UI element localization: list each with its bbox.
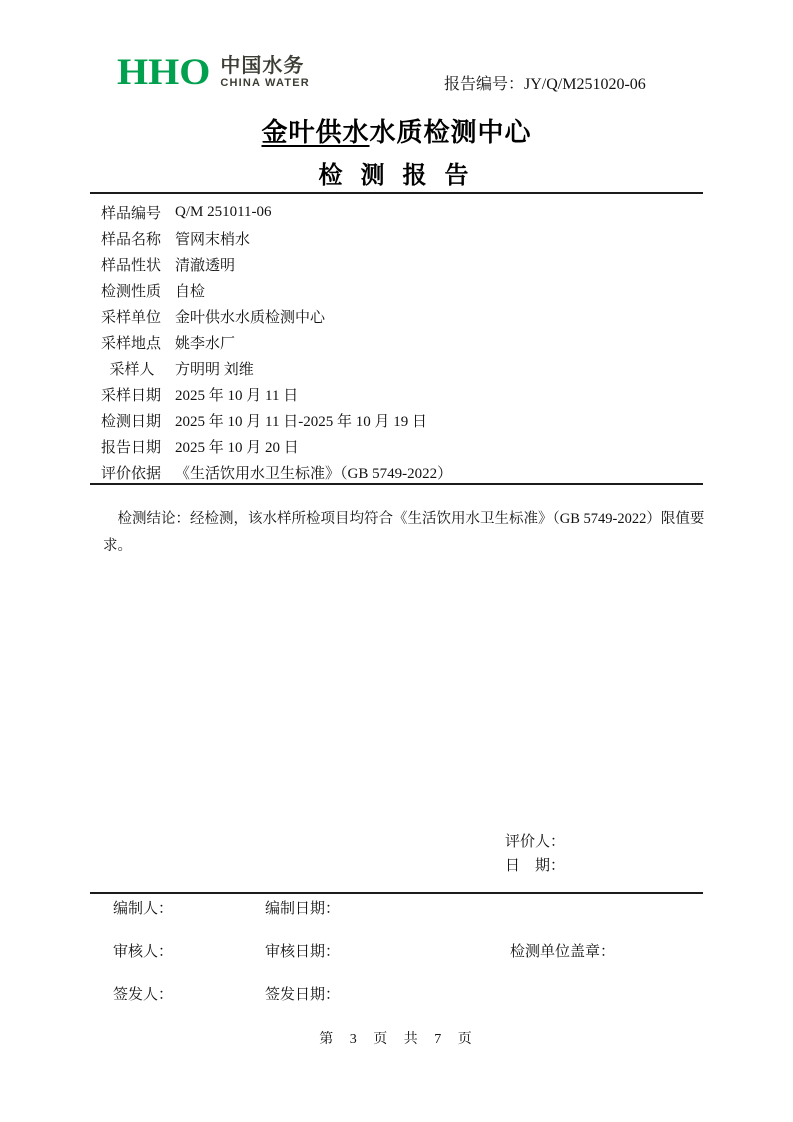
divider-line-top [90,192,703,194]
row-label: 采样日期 [101,387,162,404]
row-value: 金叶供水水质检测中心 [175,309,326,326]
table-row [101,277,701,303]
row-label: 采样地点 [101,335,162,352]
row-label: 评价依据 [101,465,162,482]
review-date-label: 审核日期： [265,944,341,960]
company-logo [117,52,310,92]
table-row [101,251,701,277]
unit-seal-label: 检测单位盖章： [510,944,616,960]
table-row [101,355,701,381]
table-row [101,303,701,329]
company-name-cn: 中国水务 [220,54,305,77]
row-value: 清澈透明 [175,257,236,274]
row-value: 管网末梢水 [175,231,251,248]
center-title-underlined: 金叶供水 [261,118,370,147]
issuer-label: 签发人： [113,987,174,1003]
row-label: 样品性状 [101,257,162,274]
row-value: 2025 年 10 月 20 日 [175,439,299,456]
row-value: 自检 [175,283,206,300]
table-row [101,459,701,485]
table-row [101,381,701,407]
evaluator-label: 评价人： [505,834,566,850]
row-label: 样品编号 [101,205,162,222]
report-number [444,71,646,94]
prepare-date-label: 编制日期： [265,901,341,917]
sample-info-table [101,199,701,485]
row-value: 姚李水厂 [175,335,236,352]
row-value: 2025 年 10 月 11 日-2025 年 10 月 19 日 [175,413,427,430]
divider-line-middle [90,483,703,485]
center-title-rest: 水质检测中心 [369,118,532,147]
row-label: 检测日期 [101,413,162,430]
row-value: 2025 年 10 月 11 日 [175,387,299,404]
conclusion-paragraph: 检测结论：经检测，该水样所检项目均符合《生活饮用水卫生标准》（GB 5749-2022）限值要求。 [103,511,705,554]
logo-wordmark [220,55,310,90]
table-row [101,433,701,459]
report-number-value: JY/Q/M251020-06 [524,76,646,93]
row-label: 报告日期 [101,439,162,456]
row-label: 检测性质 [101,283,162,300]
row-label: 样品名称 [101,231,162,248]
table-row [101,329,701,355]
divider-line-bottom [90,892,703,894]
issue-date-label: 签发日期： [265,987,341,1003]
table-row [101,225,701,251]
reviewer-label: 审核人： [113,944,174,960]
table-row [101,199,701,225]
page-number: 第 3 页 共 7 页 [319,1032,474,1047]
evaluator-block [505,830,565,878]
company-name-en: CHINA WATER [220,76,310,89]
center-title [0,112,793,149]
report-subtitle: 检 测 报 告 [318,163,475,189]
row-label: 采样人 [109,361,155,378]
row-label: 采样单位 [101,309,162,326]
row-value: Q/M 251011-06 [175,203,272,220]
table-row [101,407,701,433]
row-value: 方明明 刘维 [175,361,254,378]
preparer-label: 编制人： [113,901,174,917]
row-value: 《生活饮用水卫生标准》（GB 5749-2022） [175,465,453,482]
report-number-label: 报告编号： [444,76,525,93]
evaluator-date-label: 日 期： [505,858,566,874]
hho-logo-text: HHO [117,50,211,93]
